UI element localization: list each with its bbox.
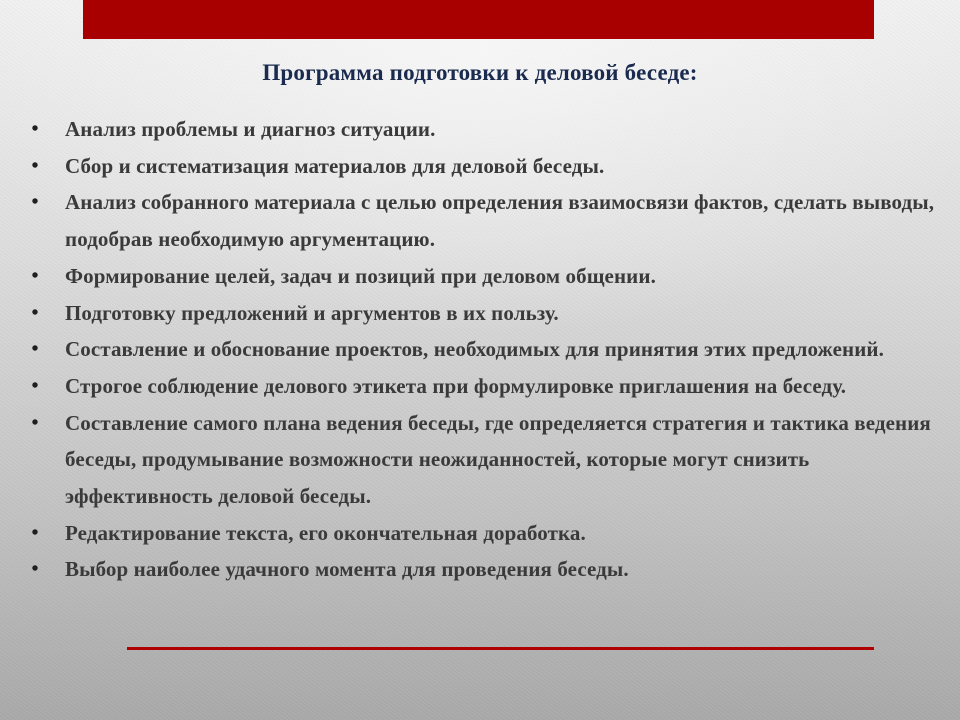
list-item — [28, 405, 954, 515]
bullet-icon: • — [31, 521, 39, 544]
list-item-text: Редактирование текста, его окончательная доработка. — [65, 520, 586, 545]
list-item — [28, 258, 954, 295]
list-item — [28, 184, 954, 257]
list-item-text: Составление и обоснование проектов, необходимых для принятия этих предложений. — [65, 337, 884, 362]
bullet-icon: • — [31, 558, 39, 581]
bullet-icon: • — [31, 264, 39, 287]
list-item — [28, 295, 954, 332]
list-item-text: Анализ собранного материала с целью определения взаимосвязи фактов, сделать выводы, подобрав необходимую аргументацию. — [65, 190, 935, 252]
list-item-text: Составление самого плана ведения беседы, где определяется стратегия и тактика ведения беседы, продумывание возможности неожиданностей, которые могут снизить эффективность деловой беседы. — [65, 410, 931, 509]
bottom-accent-rule — [127, 647, 874, 650]
list-item — [28, 331, 954, 368]
list-item-text: Сбор и систематизация материалов для деловой беседы. — [65, 153, 605, 178]
slide-title: Программа подготовки к деловой беседе: — [262, 60, 698, 85]
list-item — [28, 111, 954, 148]
bullet-icon: • — [31, 338, 39, 361]
bullet-icon: • — [31, 154, 39, 177]
bullet-icon: • — [31, 374, 39, 397]
bullet-list — [28, 111, 954, 588]
list-item-text: Подготовку предложений и аргументов в их пользу. — [65, 300, 559, 325]
list-item — [28, 515, 954, 552]
bullet-icon: • — [31, 191, 39, 214]
list-item-text: Формирование целей, задач и позиций при деловом общении. — [65, 263, 656, 288]
list-item-text: Выбор наиболее удачного момента для проведения беседы. — [65, 557, 629, 582]
list-item — [28, 148, 954, 185]
list-item-text: Анализ проблемы и диагноз ситуации. — [65, 117, 436, 141]
bullet-icon: • — [31, 118, 39, 140]
top-accent-bar — [83, 0, 874, 39]
bullet-icon: • — [31, 411, 39, 434]
bullet-icon: • — [31, 301, 39, 324]
list-item — [28, 368, 954, 405]
list-item — [28, 551, 954, 588]
list-item-text: Строгое соблюдение делового этикета при формулировке приглашения на беседу. — [65, 373, 847, 398]
